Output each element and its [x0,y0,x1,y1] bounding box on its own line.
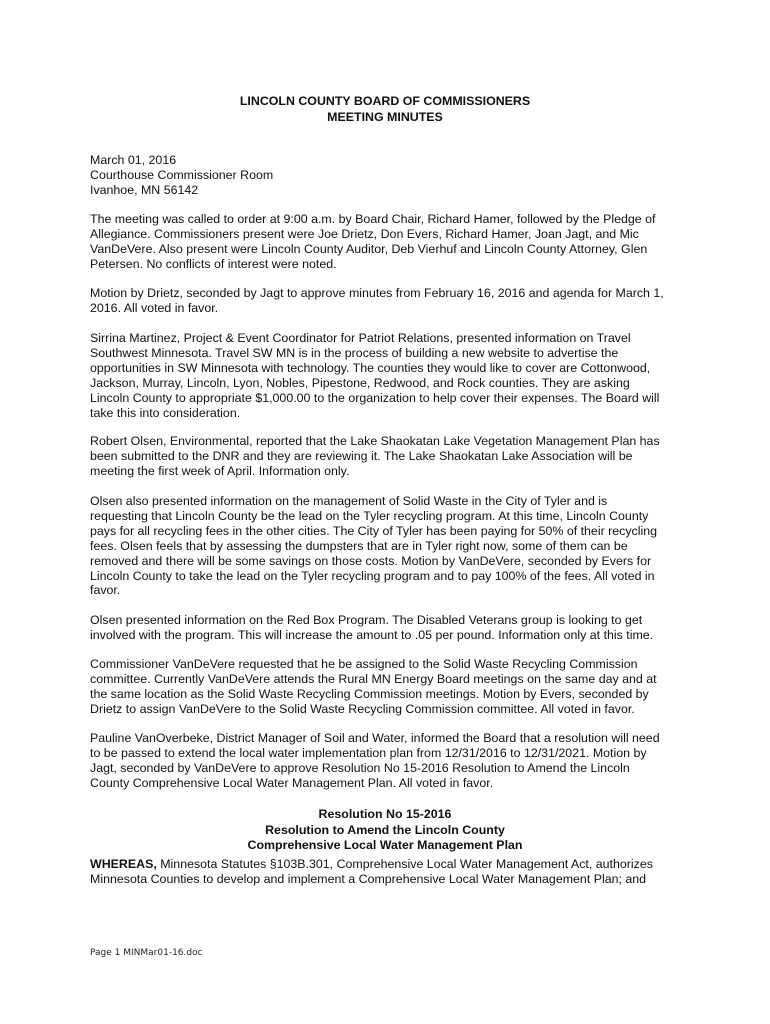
paragraph-call-to-order [90,212,682,272]
paragraph-line: VanDeVere. Also present were Lincoln County Auditor, Deb Vierhuf and Lincoln County Attorney, Glen [90,241,648,256]
paragraph-line: involved with the program. This will increase the amount to .05 per pound. Information only at this time. [90,627,654,642]
resolution-number: Resolution No 15-2016 [318,807,452,821]
paragraph-lake-shaokatan [90,434,682,479]
paragraph-line: Allegiance. Commissioners present were Joe Drietz, Don Evers, Richard Hamer, Joan Jagt, and Mic [90,226,639,241]
paragraph-line: been submitted to the DNR and they are reviewing it. The Lake Shaokatan Lake Association will be [90,448,633,463]
paragraph-line: take this into consideration. [90,405,241,420]
paragraph-water-plan [90,731,682,791]
resolution-whereas [90,857,682,887]
document-title [90,94,680,125]
paragraph-line: fees. Olsen feels that by assessing the dumpsters that are in Tyler right now, some of them can be [90,538,628,553]
meeting-info [90,153,682,198]
paragraph-line: County Comprehensive Local Water Management Plan. All voted in favor. [90,775,494,790]
paragraph-line: opportunities in SW Minnesota with technology. The counties they would like to cover are Cottonwood, [90,360,651,375]
paragraph-line: Pauline VanOverbeke, District Manager of Soil and Water, informed the Board that a resolution will need [90,731,660,745]
title-line-2: MEETING MINUTES [327,109,443,124]
paragraph-line: Jackson, Murray, Lincoln, Lyon, Nobles, Pipestone, Redwood, and Rock counties. They are asking [90,375,630,390]
paragraph-line: Motion by Drietz, seconded by Jagt to approve minutes from February 16, 2016 and agenda for March 1, [90,286,664,300]
paragraph-line: Lincoln County to appropriate $1,000.00 to the organization to help cover their expenses. The Board will [90,390,660,405]
paragraph-line: Drietz to assign VanDeVere to the Solid Waste Recycling Commission committee. All voted in favor. [90,701,635,716]
paragraph-line: meeting the first week of April. Information only. [90,463,350,478]
paragraph-line: the same location as the Solid Waste Recycling Commission meetings. Motion by Evers, seconded by [90,686,649,701]
paragraph-line: Sirrina Martinez, Project & Event Coordinator for Patriot Relations, presented information on Travel [90,331,631,345]
paragraph-line: requesting that Lincoln County be the lead on the Tyler recycling program. At this time, Lincoln County [90,508,649,523]
paragraph-line: to be passed to extend the local water implementation plan from 12/31/2016 to 12/31/2021. Motion by [90,745,647,760]
paragraph-line: The meeting was called to order at 9:00 a.m. by Board Chair, Richard Hamer, followed by the Pledge of [90,212,656,226]
meeting-location: Courthouse Commissioner Room [90,167,274,182]
paragraph-line: Lincoln County to take the lead on the Tyler recycling program and to pay 100% of the fees. All voted in [90,568,655,583]
paragraph-line: Commissioner VanDeVere requested that he be assigned to the Solid Waste Recycling Commission [90,657,638,671]
paragraph-recycling-commission [90,657,682,717]
paragraph-line: Olsen also presented information on the management of Solid Waste in the City of Tyler and is [90,494,608,508]
paragraph-line: Petersen. No conflicts of interest were noted. [90,256,337,271]
whereas-line-2: Minnesota Counties to develop and implement a Comprehensive Local Water Management Plan; and [90,871,647,886]
paragraph-line: removed and there will be some savings on those costs. Motion by VanDeVere, seconded by Evers for [90,553,652,568]
paragraph-minutes-motion [90,286,682,316]
meeting-city: Ivanhoe, MN 56142 [90,182,199,197]
page-footer: Page 1 MINMar01-16.doc [90,948,203,958]
paragraph-line: 2016. All voted in favor. [90,300,219,315]
paragraph-line: favor. [90,583,121,598]
paragraph-line: Robert Olsen, Environmental, reported that the Lake Shaokatan Lake Vegetation Management Plan has [90,434,660,448]
resolution-title-line-1: Resolution to Amend the Lincoln County [265,822,505,837]
whereas-label: WHEREAS, [90,857,157,871]
paragraph-line: Southwest Minnesota. Travel SW MN is in the process of building a new website to advertise the [90,345,619,360]
whereas-line-1 [90,857,682,872]
paragraph-line: committee. Currently VanDeVere attends the Rural MN Energy Board meetings on the same day and at [90,671,657,686]
paragraph-line: Jagt, seconded by VanDeVere to approve Resolution No 15-2016 Resolution to Amend the Lincoln [90,760,630,775]
paragraph-red-box [90,613,682,643]
title-line-1: LINCOLN COUNTY BOARD OF COMMISSIONERS [239,94,531,108]
meeting-date: March 01, 2016 [90,153,177,167]
resolution-heading [90,807,680,854]
whereas-text: Minnesota Statutes §103B.301, Comprehensive Local Water Management Act, authorizes [156,857,653,871]
paragraph-line: pays for all recycling fees in the other cities. The City of Tyler has been paying for 50% of their recycling [90,523,658,538]
paragraph-line: Olsen presented information on the Red Box Program. The Disabled Veterans group is looking to get [90,613,643,627]
paragraph-travel-sw-mn [90,331,682,420]
paragraph-solid-waste [90,494,682,598]
resolution-title-line-2: Comprehensive Local Water Management Plan [247,838,523,852]
